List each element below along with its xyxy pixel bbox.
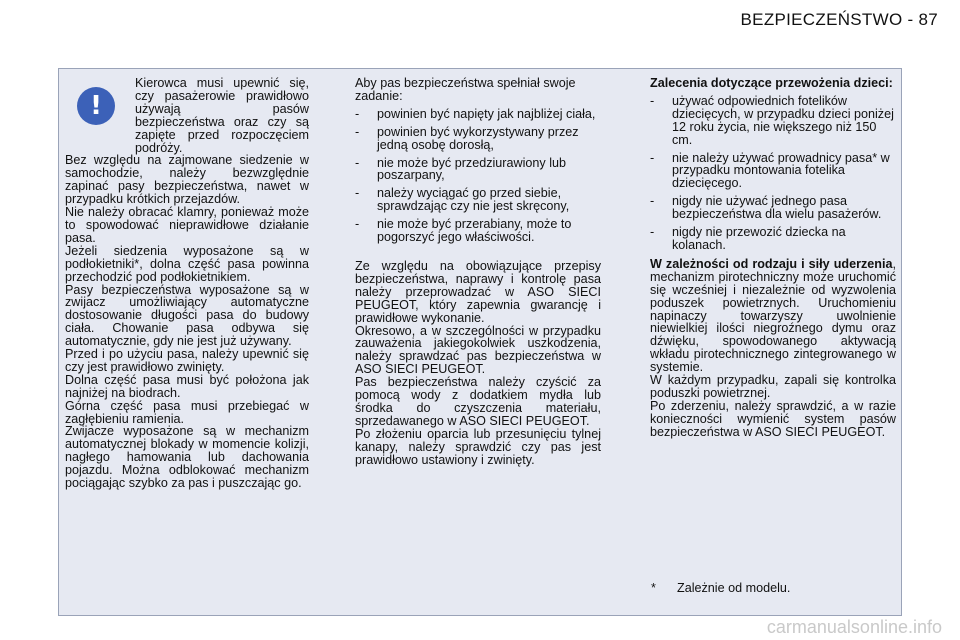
- section-heading: Zalecenia dotyczące przewożenia dzieci:: [650, 76, 893, 90]
- list-item: - nie może być przerabiany, może to pogorszyć jego właściwości.: [355, 217, 572, 245]
- list-item: - nigdy nie używać jednego pasa bezpieczeństwa dla wielu pasażerów.: [650, 194, 882, 222]
- list-item: - należy wyciągać go przed siebie, sprawdzając czy nie jest skręcony,: [355, 186, 570, 214]
- footnote-marker: *: [651, 581, 656, 595]
- column-3: [650, 77, 896, 439]
- child-recommendations-list: [650, 95, 896, 252]
- paragraph: Okresowo, a w szczególności w przypadku zauważenia jakiegokolwiek uszkodzenia, należy sprawdzać pas bezpieczeństwa w ASO SIECI PEUGEOT.: [355, 323, 601, 377]
- column-2: [355, 77, 601, 466]
- footnote-text: Zależnie od modelu.: [677, 581, 791, 595]
- column-1: [65, 77, 309, 490]
- intro-text: Aby pas bezpieczeństwa spełniał swoje zadanie:: [355, 76, 576, 103]
- paragraph: Górna część pasa musi przebiegać w zagłębieniu ramienia.: [65, 398, 309, 426]
- paragraph: Dolna część pasa musi być położona jak najniżej na biodrach.: [65, 372, 309, 400]
- footnote: [651, 581, 790, 595]
- paragraph: Bez względu na zajmowane siedzenie w samochodzie, należy bezwzględnie zapinać pasy bezpieczeństwa, nawet w przypadku krótkich przejazdów.: [65, 153, 309, 207]
- paragraph: Pas bezpieczeństwa należy czyścić za pomocą wody z dodatkiem mydła lub środka do czyszczenia materiału, sprzedawanego w ASO SIECI PEUGEOT.: [355, 375, 601, 428]
- watermark: carmanualsonline.info: [766, 617, 942, 637]
- paragraph: Nie należy obracać klamry, ponieważ może to spowodować nieprawidłowe działanie pasa.: [65, 205, 309, 245]
- list-item: - nie może być przedziurawiony lub poszarpany,: [355, 155, 566, 183]
- paragraph: Po złożeniu oparcia lub przesunięciu tylnej kanapy, należy sprawdzić czy pas jest prawidłowo ustawiony i zwinięty.: [355, 426, 601, 467]
- list-item: - nie należy używać prowadnicy pasa* w przypadku montowania fotelika dziecięcego.: [650, 150, 890, 191]
- belt-requirements-list: [355, 108, 601, 244]
- warning-box: [65, 77, 309, 154]
- list-item: - powinien być napięty jak najbliżej ciała,: [355, 106, 596, 121]
- paragraph: Zwijacze wyposażone są w mechanizm automatycznej blokady w momencie kolizji, nagłego hamowania lub dachowania pojazdu. Można odblokować mechanizm pociągając szybko za pas i puszczając go.: [65, 424, 309, 491]
- exclamation-icon: !: [77, 87, 115, 125]
- list-item: - powinien być wykorzystywany przez jedną osobę dorosłą,: [355, 124, 579, 152]
- list-item: - nigdy nie przewozić dziecka na kolanach.: [650, 225, 846, 252]
- paragraph-rest: , mechanizm pirotechniczny może uruchomić się wcześniej i niezależnie od wyzwolenia poduszek powietrznych. Uruchomieniu napinaczy towarzyszy uwolnienie niewielkiej ilości niegroźnego dymu oraz dźwięku, spowodowanego aktywacją wkładu pirotechnicznego zintegrowanego w systemie.: [650, 256, 896, 375]
- list-item: - używać odpowiednich fotelików dziecięcych, w przypadku dzieci poniżej 12 roku życia, nie większego niż 150 cm.: [650, 93, 894, 147]
- page-title: BEZPIECZEŃSTWO - 87: [740, 10, 938, 29]
- paragraph: W każdym przypadku, zapali się kontrolka poduszki powietrznej.: [650, 373, 896, 400]
- pyrotechnic-paragraph: [650, 258, 896, 374]
- content-panel: [58, 68, 902, 616]
- paragraph: Ze względu na obowiązujące przepisy bezpieczeństwa, naprawy i kontrolę pasa należy przeprowadzać w ASO SIECI PEUGEOT, który zapewnia gwarancję i prawidłowe wykonanie.: [355, 258, 601, 325]
- paragraph: Jeżeli siedzenia wyposażone są w podłokietniki*, dolna część pasa powinna przechodzić pod podłokietnikiem.: [65, 243, 309, 284]
- paragraph: Pasy bezpieczeństwa wyposażone są w zwijacz umożliwiający automatyczne dostosowanie długości pasa do budowy ciała. Chowanie pasa odbywa się automatycznie, gdy nie jest już używany.: [65, 282, 309, 349]
- bold-lead: W zależności od rodzaju i siły uderzenia: [650, 256, 893, 271]
- warning-text: Kierowca musi upewnić się, czy pasażerowie prawidłowo używają pasów bezpieczeństwa oraz czy są zapięte przed rozpoczęciem podróży.: [135, 76, 309, 155]
- paragraph: Po zderzeniu, należy sprawdzić, a w razie konieczności wymienić system pasów bezpieczeństwa w ASO SIECI PEUGEOT.: [650, 398, 896, 439]
- paragraph: Przed i po użyciu pasa, należy upewnić się czy jest prawidłowo zwinięty.: [65, 347, 309, 374]
